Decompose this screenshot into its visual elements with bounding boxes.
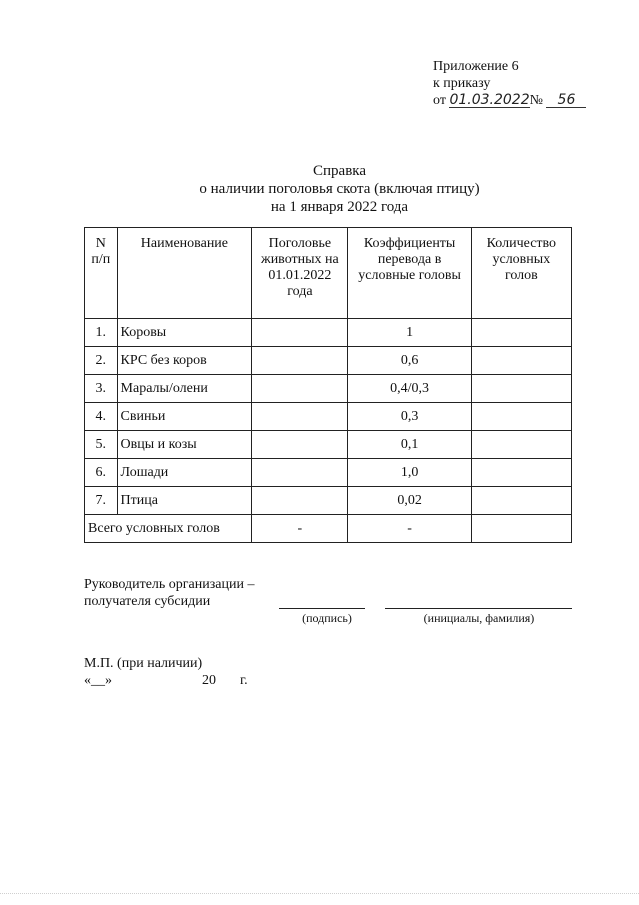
row-result-cell[interactable] [471, 459, 571, 487]
header-coef-line: условные головы [358, 268, 461, 283]
row-number: 1. [85, 319, 118, 347]
total-coefficient: - [348, 515, 471, 543]
row-coefficient: 1 [348, 319, 471, 347]
row-number: 6. [85, 459, 118, 487]
header-result-line: Количество [486, 236, 557, 251]
row-coefficient: 0,6 [348, 347, 471, 375]
appendix-order-label: к приказу [433, 76, 491, 91]
row-count-cell[interactable] [252, 487, 348, 515]
row-name: Овцы и козы [117, 431, 252, 459]
row-result-cell[interactable] [471, 347, 571, 375]
date-line [84, 672, 248, 689]
signature-role-line-2: получателя субсидии [84, 594, 211, 609]
row-result-cell[interactable] [471, 375, 571, 403]
signature-line[interactable] [279, 608, 365, 609]
appendix-title: Приложение 6 [433, 59, 519, 74]
appendix-from-label: от [433, 93, 446, 108]
row-count-cell[interactable] [252, 347, 348, 375]
table-row [85, 459, 572, 487]
name-caption: (инициалы, фамилия) [423, 611, 535, 625]
row-name: Коровы [117, 319, 252, 347]
title-line-1: Справка [313, 163, 366, 179]
header-count [252, 228, 348, 319]
signature-role-line-1: Руководитель организации – [84, 577, 255, 592]
row-name: Свиньи [117, 403, 252, 431]
row-count-cell[interactable] [252, 431, 348, 459]
row-coefficient: 0,3 [348, 403, 471, 431]
header-number-line: п/п [91, 252, 111, 267]
table-row [85, 319, 572, 347]
table-row [85, 347, 572, 375]
header-count-line: Поголовье [268, 236, 332, 251]
row-number: 7. [85, 487, 118, 515]
row-result-cell[interactable] [471, 431, 571, 459]
date-day: «__» [84, 673, 112, 688]
header-coef-line: перевода в [377, 252, 442, 267]
row-coefficient: 0,02 [348, 487, 471, 515]
header-name [117, 228, 252, 319]
appendix-block [433, 58, 586, 109]
appendix-number: 56 [546, 93, 586, 108]
row-result-cell[interactable] [471, 403, 571, 431]
scan-edge-divider [0, 893, 639, 894]
livestock-table [84, 227, 572, 543]
row-coefficient: 0,1 [348, 431, 471, 459]
row-count-cell[interactable] [252, 403, 348, 431]
header-result-line: голов [504, 268, 538, 283]
header-count-line: 01.01.2022 [268, 268, 332, 283]
appendix-date-line [433, 92, 586, 109]
table-row [85, 375, 572, 403]
total-label: Всего условных голов [85, 515, 252, 543]
total-count: - [252, 515, 348, 543]
date-year: 20 [202, 673, 216, 688]
stamp-block [84, 655, 248, 689]
table-header-row [85, 228, 572, 319]
row-count-cell[interactable] [252, 459, 348, 487]
row-name: Лошади [117, 459, 252, 487]
row-name: КРС без коров [117, 347, 252, 375]
header-coef-line: Коэффициенты [363, 236, 456, 251]
total-result-cell[interactable] [471, 515, 571, 543]
header-result [471, 228, 571, 319]
row-name: Маралы/олени [117, 375, 252, 403]
title-line-3: на 1 января 2022 года [270, 199, 409, 215]
title-line-2: о наличии поголовья скота (включая птицу) [199, 181, 480, 197]
row-count-cell[interactable] [252, 319, 348, 347]
row-result-cell[interactable] [471, 319, 571, 347]
signature-caption: (подпись) [302, 611, 352, 625]
appendix-date: 01.03.2022 [449, 92, 530, 108]
row-name: Птица [117, 487, 252, 515]
row-number: 3. [85, 375, 118, 403]
header-count-line: года [287, 284, 313, 299]
table-row [85, 403, 572, 431]
document-title [0, 162, 639, 216]
row-coefficient: 1,0 [348, 459, 471, 487]
header-coefficient [348, 228, 471, 319]
header-name-label: Наименование [140, 236, 229, 251]
row-coefficient: 0,4/0,3 [348, 375, 471, 403]
date-year-suffix: г. [240, 673, 248, 688]
row-number: 5. [85, 431, 118, 459]
signature-block [84, 576, 254, 610]
table-row [85, 487, 572, 515]
row-count-cell[interactable] [252, 375, 348, 403]
header-result-line: условных [492, 252, 551, 267]
name-line[interactable] [385, 608, 572, 609]
header-count-line: животных на [261, 252, 339, 267]
row-number: 4. [85, 403, 118, 431]
stamp-label: М.П. (при наличии) [84, 656, 203, 671]
header-number-line: N [95, 236, 106, 251]
row-result-cell[interactable] [471, 487, 571, 515]
appendix-number-label: № [529, 93, 543, 108]
table-row [85, 431, 572, 459]
row-number: 2. [85, 347, 118, 375]
header-number [85, 228, 118, 319]
table-total-row [85, 515, 572, 543]
